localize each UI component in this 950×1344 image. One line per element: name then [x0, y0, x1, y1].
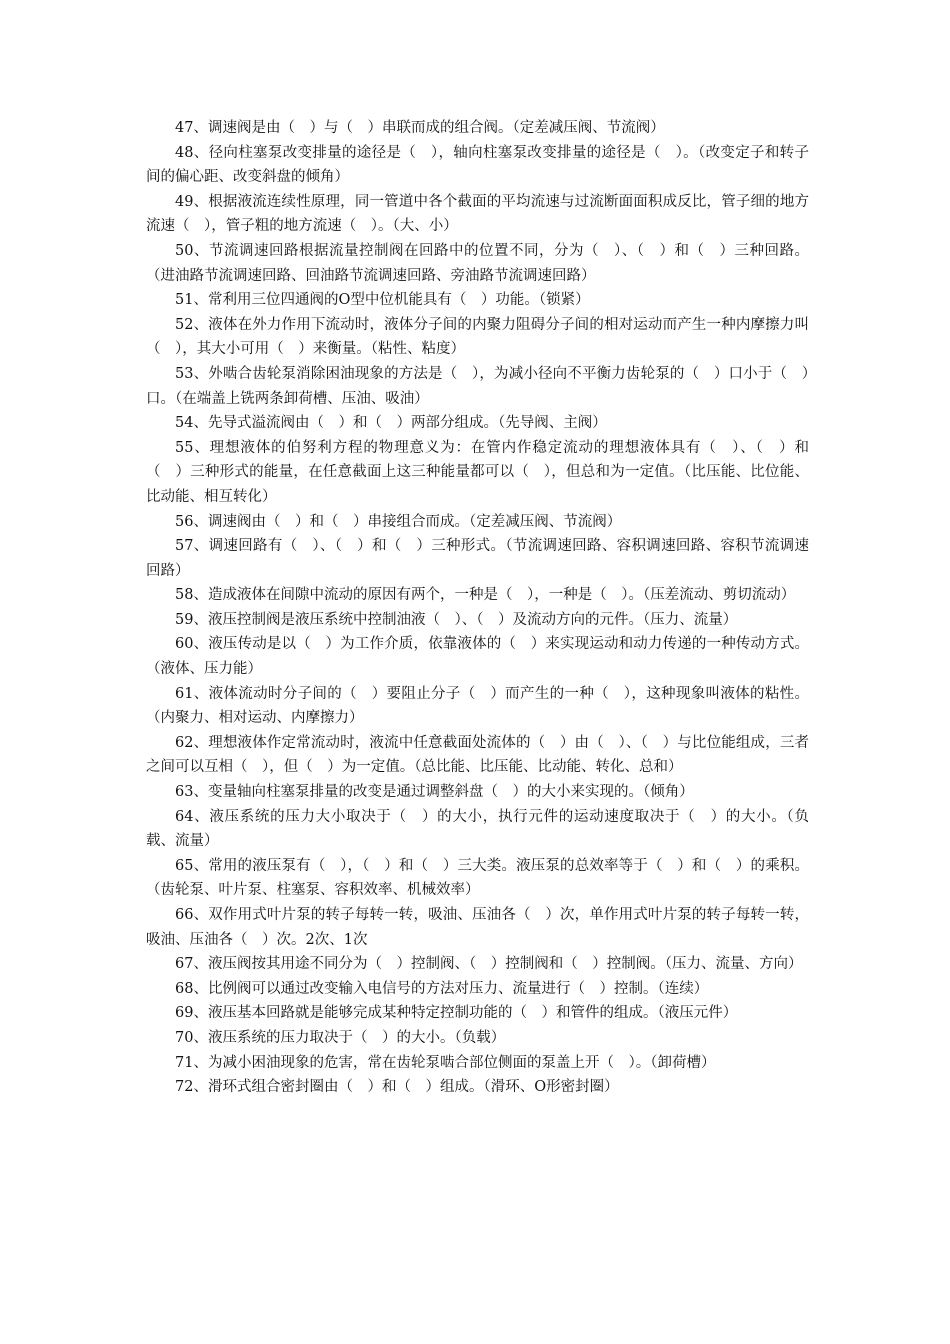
- question-50: 50、节流调速回路根据流量控制阀在回路中的位置不同，分为（ ）、（ ）和（ ）三种回路。（进油路节流调速回路、回油路节流调速回路、旁油路节流调速回路）: [146, 242, 809, 284]
- question-67: 67、液压阀按其用途不同分为（ ）控制阀、（ ）控制阀和（ ）控制阀。（压力、流量、方向）: [175, 956, 803, 973]
- question-47: 47、调速阀是由（ ）与（ ）串联而成的组合阀。（定差减压阀、节流阀）: [175, 120, 665, 136]
- question-54: 54、先导式溢流阀由（ ）和（ ）两部分组成。（先导阀、主阀）: [175, 415, 607, 432]
- question-52: 52、液体在外力作用下流动时，液体分子间的内聚力阻碍分子间的相对运动而产生一种内摩擦力叫（ ），其大小可用（ ）来衡量。（粘性、粘度）: [146, 316, 809, 358]
- question-64: 64、液压系统的压力大小取决于（ ）的大小，执行元件的运动速度取决于（ ）的大小。（负载、流量）: [146, 808, 809, 850]
- question-68: 68、比例阀可以通过改变输入电信号的方法对压力、流量进行（ ）控制。（连续）: [175, 980, 709, 997]
- question-70: 70、液压系统的压力取决于（ ）的大小。（负载）: [175, 1029, 506, 1046]
- question-51: 51、常利用三位四通阀的O型中位机能具有（ ）功能。（锁紧）: [175, 292, 590, 309]
- question-71: 71、为减小困油现象的危害，常在齿轮泵啮合部位侧面的泵盖上开（ ）。（卸荷槽）: [175, 1054, 716, 1071]
- question-65: 65、常用的液压泵有（ ），（ ）和（ ）三大类。液压泵的总效率等于（ ）和（ ）的乘积。（齿轮泵、叶片泵、柱塞泵、容积效率、机械效率）: [146, 857, 809, 899]
- question-72: 72、滑环式组合密封圈由（ ）和（ ）组成。（滑环、O形密封圈）: [175, 1079, 619, 1096]
- question-61: 61、液体流动时分子间的（ ）要阻止分子（ ）而产生的一种（ ），这种现象叫液体的粘性。（内聚力、相对运动、内摩擦力）: [146, 685, 809, 727]
- question-62: 62、理想液体作定常流动时，液流中任意截面处流体的（ ）由（ ）、（ ）与比位能组成，三者之间可以互相（ ），但（ ）为一定值。（总比能、比压能、比动能、转化、总和）: [146, 734, 809, 776]
- question-63: 63、变量轴向柱塞泵排量的改变是通过调整斜盘（ ）的大小来实现的。（倾角）: [175, 784, 694, 801]
- question-55: 55、理想液体的伯努利方程的物理意义为：在管内作稳定流动的理想液体具有（ ）、（ ）和（ ）三种形式的能量，在任意截面上这三种能量都可以（ ），但总和为一定值。（比压能、比位能、比动能、相互转化）: [146, 439, 809, 505]
- question-59: 59、液压控制阀是液压系统中控制油液（ ）、（ ）及流动方向的元件。（压力、流量）: [175, 611, 738, 628]
- document-body: [146, 116, 809, 1100]
- question-58: 58、造成液体在间隙中流动的原因有两个，一种是（ ），一种是（ ）。（压差流动、剪切流动）: [175, 587, 796, 604]
- question-53: 53、外啮合齿轮泵消除困油现象的方法是（ ），为减小径向不平衡力齿轮泵的（ ）口小于（ ）口。（在端盖上铣两条卸荷槽、压油、吸油）: [146, 365, 809, 407]
- question-57: 57、调速回路有（ ）、（ ）和（ ）三种形式。（节流调速回路、容积调速回路、容积节流调速回路）: [146, 538, 809, 579]
- question-56: 56、调速阀由（ ）和（ ）串接组合而成。（定差减压阀、节流阀）: [175, 513, 622, 530]
- question-49: 49、根据液流连续性原理，同一管道中各个截面的平均流速与过流断面面积成反比，管子细的地方流速（ ），管子粗的地方流速（ ）。（大、小）: [146, 193, 809, 235]
- question-66: 66、双作用式叶片泵的转子每转一转，吸油、压油各（ ）次，单作用式叶片泵的转子每转一转，吸油、压油各（ ）次。2次、1次: [146, 907, 809, 948]
- question-60: 60、液压传动是以（ ）为工作介质，依靠液体的（ ）来实现运动和动力传递的一种传动方式。（液体、压力能）: [146, 636, 809, 678]
- question-69: 69、液压基本回路就是能够完成某种特定控制功能的（ ）和管件的组成。（液压元件）: [175, 1005, 738, 1022]
- question-48: 48、径向柱塞泵改变排量的途径是（ ），轴向柱塞泵改变排量的途径是（ ）。（改变定子和转子间的偏心距、改变斜盘的倾角）: [146, 144, 809, 186]
